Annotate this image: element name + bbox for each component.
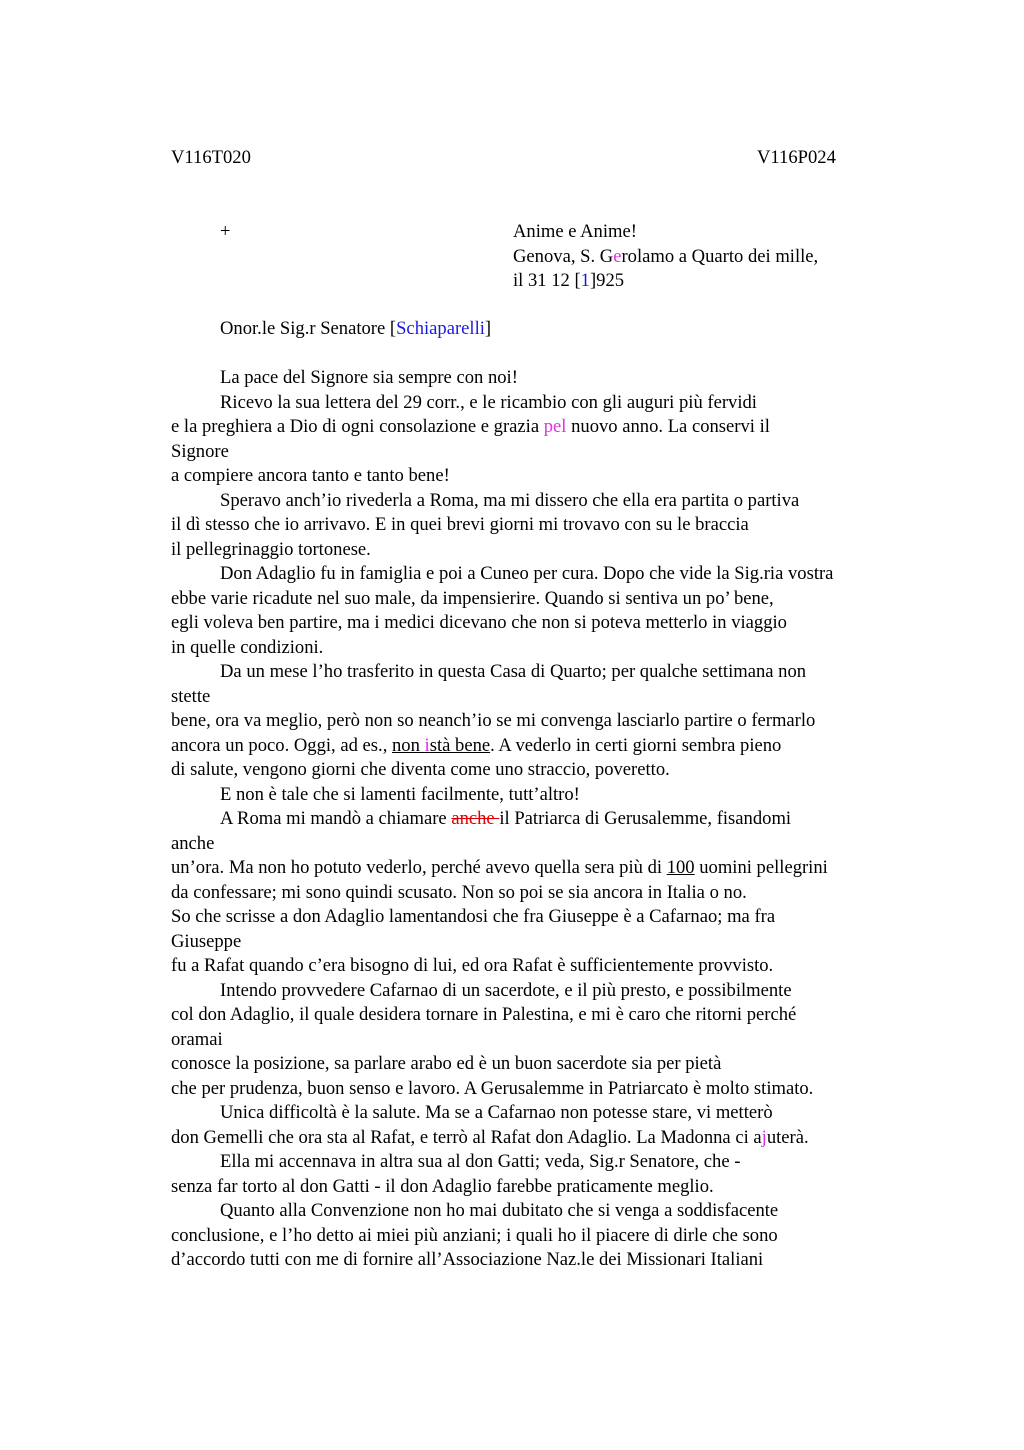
body-line: So che scrisse a don Adaglio lamentandosi che fra Giuseppe è a Cafarnao; ma fra	[171, 906, 776, 927]
variant-letter: j	[761, 1126, 767, 1148]
letter-header	[513, 220, 818, 294]
body-line	[171, 734, 911, 759]
salutation-text-a: Onor.le Sig.r Senatore [	[220, 318, 397, 339]
body-line: Speravo anch’io rivederla a Roma, ma mi dissero che ella era partita o partiva	[220, 489, 800, 511]
body-line: Giuseppe	[171, 930, 242, 952]
body-line: Don Adaglio fu in famiglia e poi a Cuneo per cura. Dopo che vide la Sig.ria vostra	[220, 563, 834, 584]
body-line: La pace del Signore sia sempre con noi!	[220, 367, 518, 388]
body-line: Da un mese l’ho trasferito in questa Casa di Quarto; per qualche settimana non	[220, 661, 807, 682]
body-line: Intendo provvedere Cafarnao di un sacerdote, e il più presto, e possibilmente	[220, 979, 792, 1001]
date-editorial-digit: 1	[580, 270, 590, 291]
text-segment: ancora un poco. Oggi, ad es.,	[171, 734, 392, 756]
body-line	[171, 415, 911, 440]
body-line: Signore	[171, 440, 229, 462]
salutation-text-b: ]	[484, 318, 492, 339]
text-segment: un’ora. Ma non ho potuto vederlo, perché avevo quella sera più di	[171, 857, 667, 878]
date-line	[513, 269, 818, 294]
body-line: a compiere ancora tanto e tanto bene!	[171, 465, 450, 486]
text-segment: uterà.	[766, 1126, 809, 1148]
body-line	[171, 856, 911, 881]
variant-word: pel	[543, 416, 567, 437]
text-segment: A Roma mi mandò a chiamare	[220, 808, 452, 829]
document-code-left: V116T020	[171, 147, 251, 168]
document-code-right: V116P024	[757, 147, 836, 168]
body-line: senza far torto al don Gatti - il don Adaglio farebbe praticamente meglio.	[171, 1175, 714, 1197]
body-line: fu a Rafat quando c’era bisogno di lui, ed ora Rafat è sufficientemente provvisto.	[171, 955, 774, 976]
text-segment: don Gemelli che ora sta al Rafat, e terrò al Rafat don Adaglio. La Madonna ci a	[171, 1126, 762, 1148]
underlined-segment: stà bene	[429, 734, 491, 756]
body-line: il pellegrinaggio tortonese.	[171, 538, 371, 560]
body-line: stette	[171, 685, 211, 707]
body-line: di salute, vengono giorni che diventa come uno straccio, poveretto.	[171, 759, 670, 780]
body-line: Ricevo la sua lettera del 29 corr., e le ricambio con gli auguri più fervidi	[220, 391, 757, 413]
body-line: che per prudenza, buon senso e lavoro. A Gerusalemme in Patriarcato è molto stimato.	[171, 1077, 814, 1099]
body-line: Ella mi accennava in altra sua al don Gatti; veda, Sig.r Senatore, che -	[220, 1151, 741, 1172]
underlined-segment: non	[392, 734, 425, 756]
body-line: conosce la posizione, sa parlare arabo ed è un buon sacerdote sia per pietà	[171, 1053, 722, 1074]
body-line	[171, 807, 911, 832]
body-line: d’accordo tutti con me di fornire all’Associazione Naz.le dei Missionari Italiani	[171, 1249, 764, 1270]
body-line: col don Adaglio, il quale desidera tornare in Palestina, e mi è caro che ritorni perché	[171, 1004, 797, 1025]
body-line: da confessare; mi sono quindi scusato. Non so poi se sia ancora in Italia o no.	[171, 881, 747, 903]
text-segment: nuovo anno. La conservi il	[566, 416, 770, 437]
salutation	[220, 317, 491, 342]
date-text-b: ]925	[589, 270, 625, 291]
body-line: anche	[171, 832, 215, 854]
body-line: in quelle condizioni.	[171, 636, 324, 658]
date-text-a: il 31 12 [	[513, 270, 581, 291]
text-segment: uomini pellegrini	[694, 857, 828, 878]
body-line	[171, 1126, 911, 1151]
text-segment: . A vederlo in certi giorni sembra pieno	[490, 734, 782, 756]
body-line: il dì stesso che io arrivavo. E in quei brevi giorni mi trovavo con su le braccia	[171, 514, 749, 535]
place-line	[513, 245, 818, 270]
letter-body	[171, 366, 911, 1273]
place-variant-letter: e	[613, 245, 622, 267]
body-line: E non è tale che si lamenti facilmente, tutt’altro!	[220, 783, 580, 805]
body-line: conclusione, e l’ho detto ai miei più anziani; i quali ho il piacere di dirle che sono	[171, 1224, 778, 1246]
place-text-b: rolamo a Quarto dei mille,	[621, 245, 819, 267]
underlined-text	[392, 735, 490, 756]
text-segment: e la preghiera a Dio di ogni consolazione e grazia	[171, 416, 544, 437]
place-text-a: Genova, S. G	[513, 245, 614, 267]
body-line: Unica difficoltà è la salute. Ma se a Cafarnao non potesse stare, vi metterò	[220, 1102, 773, 1123]
body-line: oramai	[171, 1028, 223, 1050]
cross-mark: +	[220, 221, 231, 242]
deleted-word: anche	[451, 808, 500, 829]
text-segment: il Patriarca di Gerusalemme, fisandomi	[499, 808, 792, 829]
body-line: egli voleva ben partire, ma i medici dicevano che non si poteva metterlo in viaggio	[171, 612, 787, 633]
body-line: ebbe varie ricadute nel suo male, da impensierire. Quando si sentiva un po’ bene,	[171, 587, 774, 609]
variant-letter: i	[424, 734, 430, 756]
body-line: Quanto alla Convenzione non ho mai dubitato che si venga a soddisfacente	[220, 1200, 779, 1221]
motto: Anime e Anime!	[513, 221, 637, 242]
salutation-editorial-name: Schiaparelli	[396, 318, 485, 339]
underlined-number: 100	[666, 857, 695, 878]
body-line: bene, ora va meglio, però non so neanch’io se mi convenga lasciarlo partire o fermarlo	[171, 710, 816, 731]
